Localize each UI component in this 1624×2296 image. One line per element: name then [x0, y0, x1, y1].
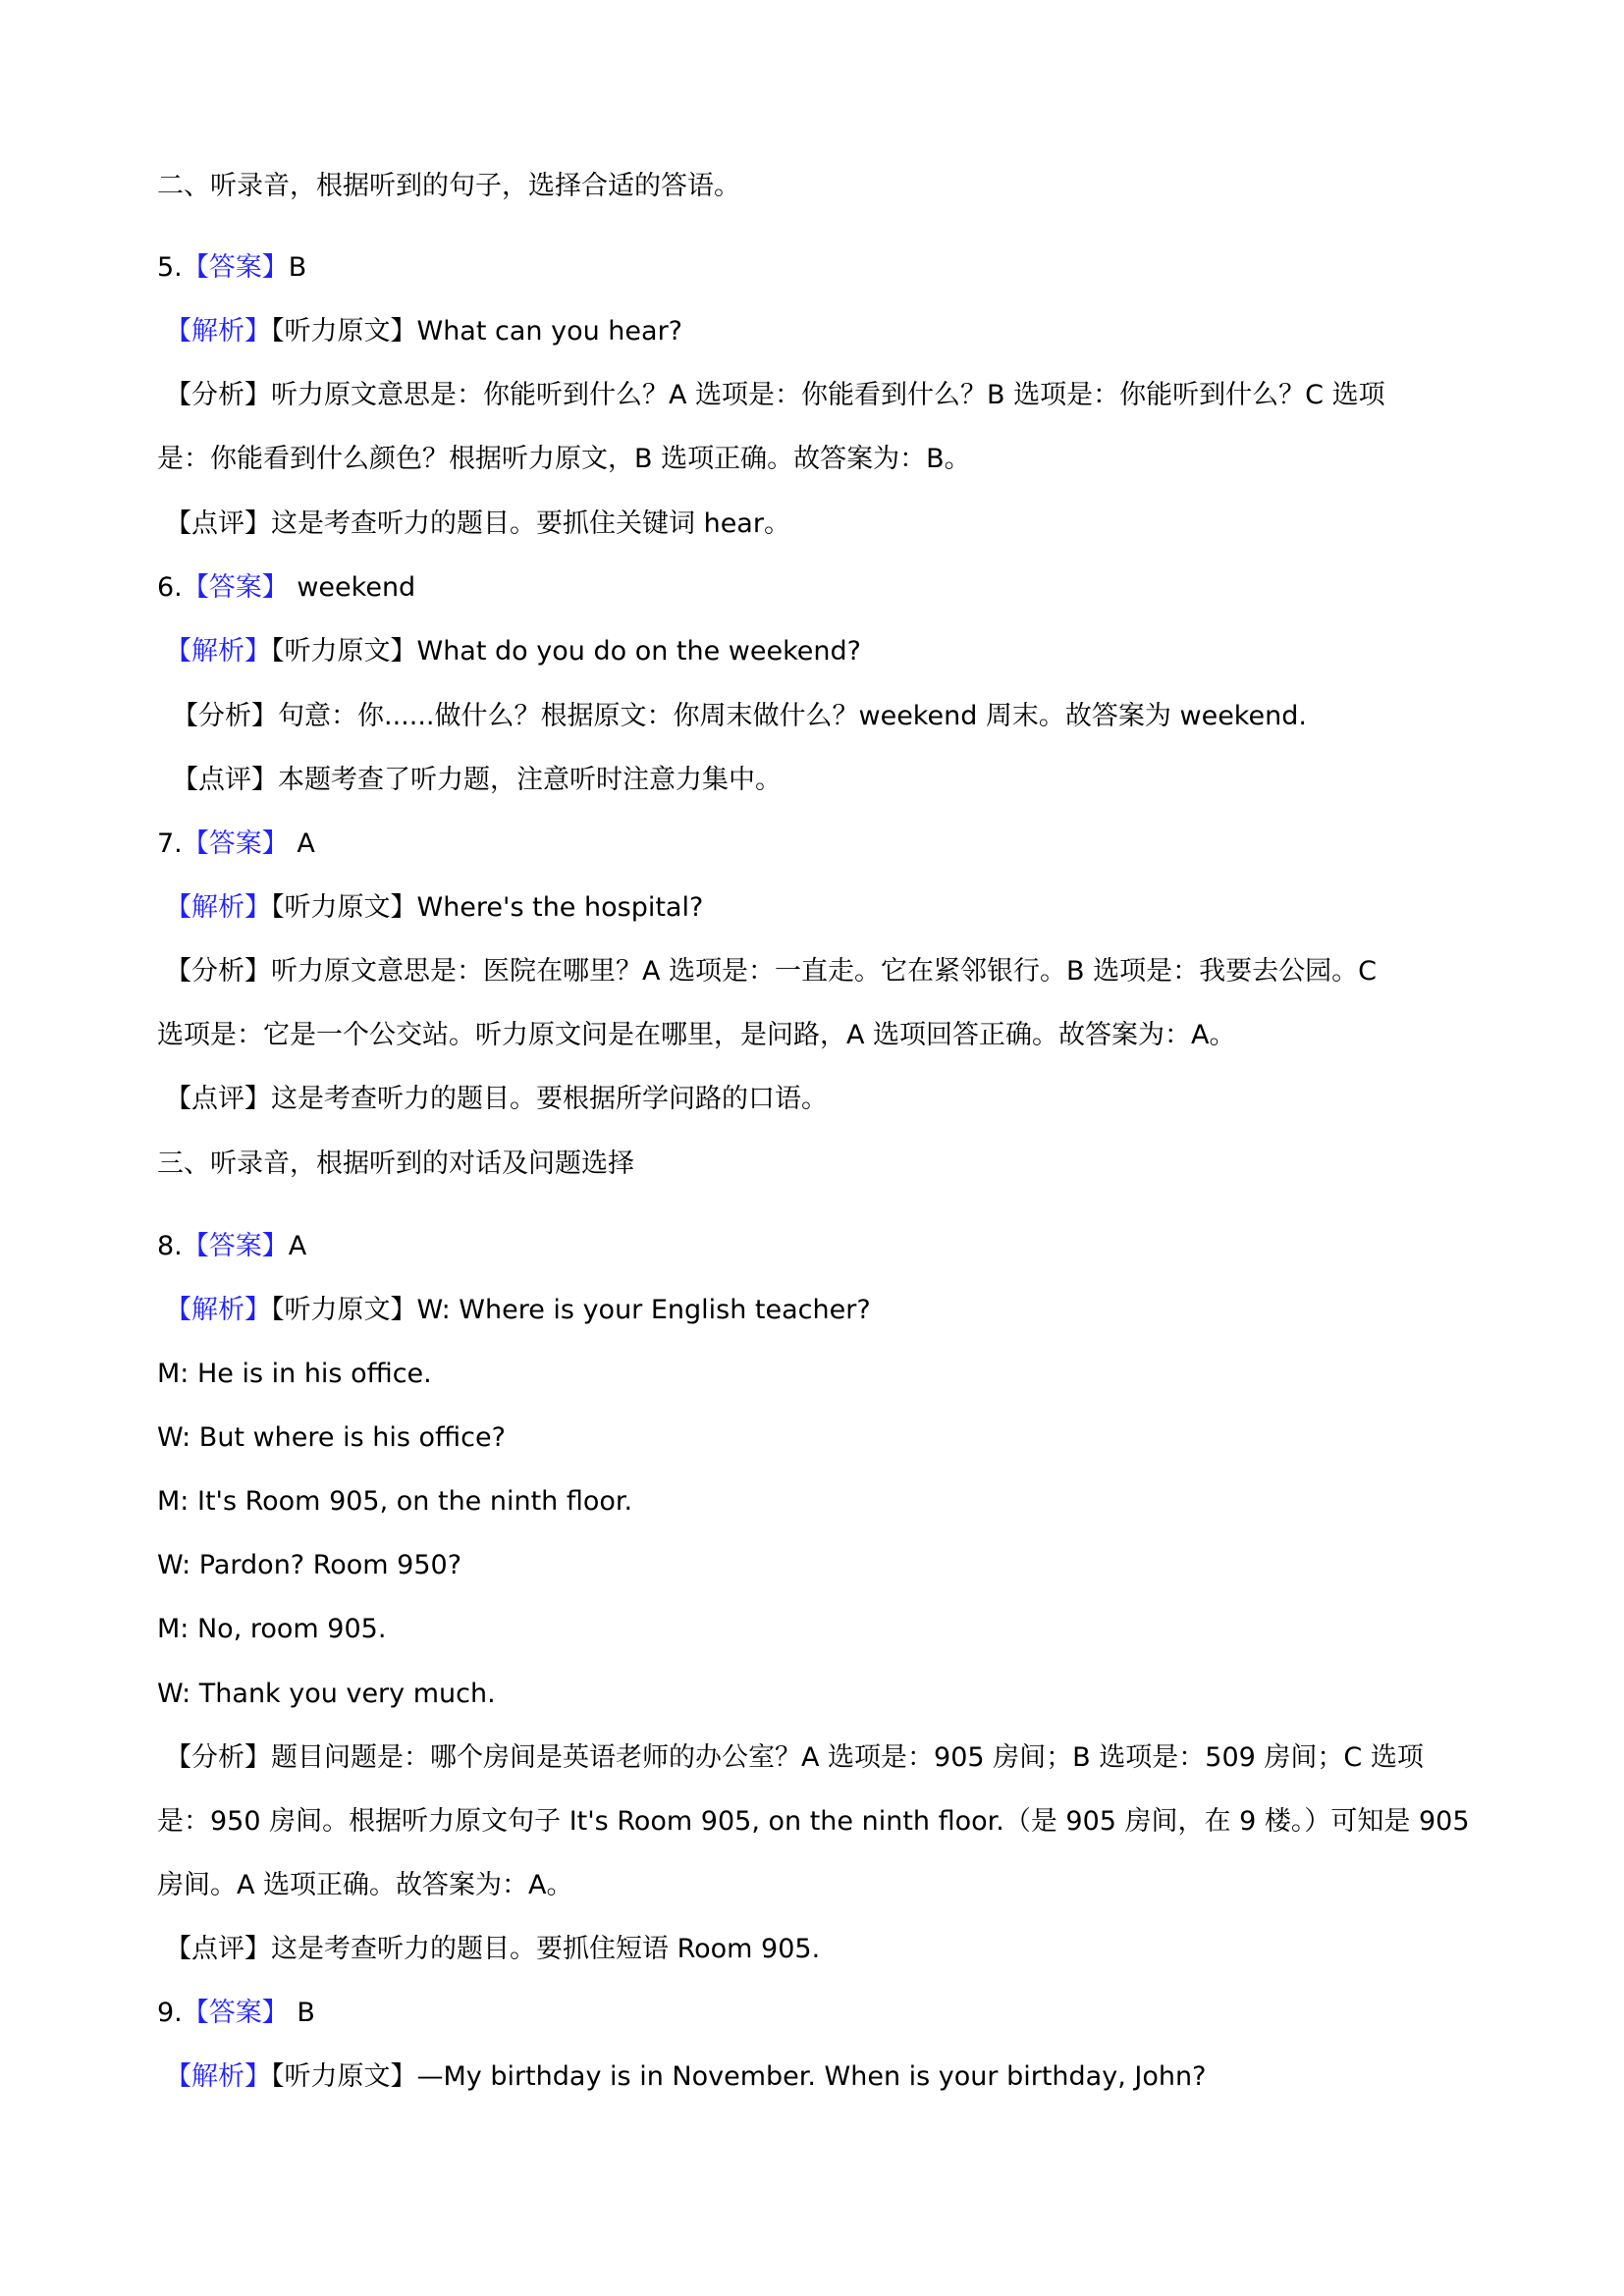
label-tag: 【解析】	[165, 892, 271, 923]
text-line	[157, 1145, 634, 1184]
label-tag: 【答案】	[182, 252, 289, 283]
text-line	[157, 1546, 461, 1585]
text-run: 【点评】本题考查了听力题，注意听时注意力集中。	[172, 765, 782, 795]
text-run: 7.	[157, 828, 183, 859]
text-run: 【听力原文】What can you hear?	[271, 316, 683, 347]
text-line	[157, 1227, 306, 1266]
text-line	[157, 1482, 632, 1522]
label-tag: 【答案】	[182, 1998, 289, 2028]
text-run: A	[288, 1231, 307, 1261]
label-tag: 【解析】	[165, 1295, 271, 1325]
text-line	[165, 888, 703, 928]
text-line	[157, 440, 971, 479]
text-run: 【分析】句意：你......做什么？根据原文：你周末做什么？weekend 周末。故答案为 weekend.	[172, 701, 1307, 731]
text-line	[157, 1994, 315, 2033]
text-run: B	[288, 252, 307, 283]
text-line	[157, 1418, 506, 1458]
text-run: 【听力原文】Where's the hospital?	[271, 892, 704, 923]
text-run: W: Pardon? Room 950?	[157, 1550, 462, 1580]
text-run: weekend	[288, 572, 416, 603]
text-line	[157, 1802, 1470, 1842]
text-run: 二、听录音，根据听到的句子，选择合适的答语。	[157, 171, 740, 201]
label-tag: 【解析】	[165, 636, 271, 667]
text-run: 选项是：它是一个公交站。听力原文问是在哪里，是问路，A 选项回答正确。故答案为：A。	[157, 1020, 1236, 1050]
label-tag: 【解析】	[165, 316, 271, 347]
text-line	[165, 505, 790, 544]
text-run: 6.	[157, 572, 183, 603]
text-run: 【点评】这是考查听力的题目。要根据所学问路的口语。	[165, 1084, 828, 1114]
text-run: 是：你能看到什么颜色？根据听力原文，B 选项正确。故答案为：B。	[157, 444, 971, 474]
text-run: 9.	[157, 1998, 183, 2028]
text-run: A	[288, 828, 315, 859]
text-line	[157, 248, 306, 288]
text-run: 【点评】这是考查听力的题目。要抓住关键词 hear。	[165, 508, 790, 539]
label-tag: 【解析】	[165, 2061, 271, 2092]
text-run: 【听力原文】W: Where is your English teacher?	[271, 1295, 871, 1325]
text-run: 5.	[157, 252, 183, 283]
text-run: 【听力原文】What do you do on the weekend?	[271, 636, 861, 667]
text-run: 【听力原文】—My birthday is in November. When is your birthday, John?	[271, 2061, 1207, 2092]
text-line	[172, 761, 782, 800]
text-line	[165, 632, 861, 671]
text-line	[157, 825, 315, 864]
label-tag: 【答案】	[182, 572, 289, 603]
text-run: W: But where is his office?	[157, 1422, 506, 1453]
label-tag: 【答案】	[182, 828, 289, 859]
text-run: 【分析】听力原文意思是：医院在哪里？A 选项是：一直走。它在紧邻银行。B 选项是：我要去公园。C	[165, 956, 1378, 987]
text-run: M: It's Room 905, on the ninth floor.	[157, 1486, 633, 1517]
text-line	[157, 1610, 386, 1649]
text-line	[157, 1675, 496, 1714]
text-line	[165, 376, 1385, 415]
text-line	[165, 312, 682, 351]
text-run: 8.	[157, 1231, 183, 1261]
text-line	[165, 952, 1377, 991]
text-run: B	[288, 1998, 315, 2028]
text-line	[157, 1866, 573, 1905]
text-run: 【分析】题目问题是：哪个房间是英语老师的办公室？A 选项是：905 房间；B 选项是：509 房间；C 选项	[165, 1742, 1424, 1773]
text-line	[157, 568, 415, 608]
text-run: 【点评】这是考查听力的题目。要抓住短语 Room 905.	[165, 1934, 821, 1964]
text-run: M: No, room 905.	[157, 1614, 387, 1644]
text-run: 房间。A 选项正确。故答案为：A。	[157, 1870, 573, 1900]
text-line	[172, 697, 1307, 736]
text-line	[157, 1355, 432, 1394]
text-run: M: He is in his office.	[157, 1359, 432, 1389]
text-run: 是：950 房间。根据听力原文句子 It's Room 905, on the ninth floor.（是 905 房间，在 9 楼。）可知是 905	[157, 1806, 1470, 1837]
label-tag: 【答案】	[182, 1231, 289, 1261]
text-run: 【分析】听力原文意思是：你能听到什么？A 选项是：你能看到什么？B 选项是：你能听到什么？C 选项	[165, 380, 1385, 410]
text-line	[165, 1930, 820, 1969]
text-line	[165, 1291, 871, 1330]
text-line	[165, 1080, 828, 1119]
text-line	[157, 167, 740, 206]
text-run: 三、听录音，根据听到的对话及问题选择	[157, 1148, 634, 1179]
text-line	[157, 1016, 1236, 1055]
text-run: W: Thank you very much.	[157, 1679, 496, 1709]
text-line	[165, 2057, 1206, 2097]
text-line	[165, 1738, 1424, 1778]
